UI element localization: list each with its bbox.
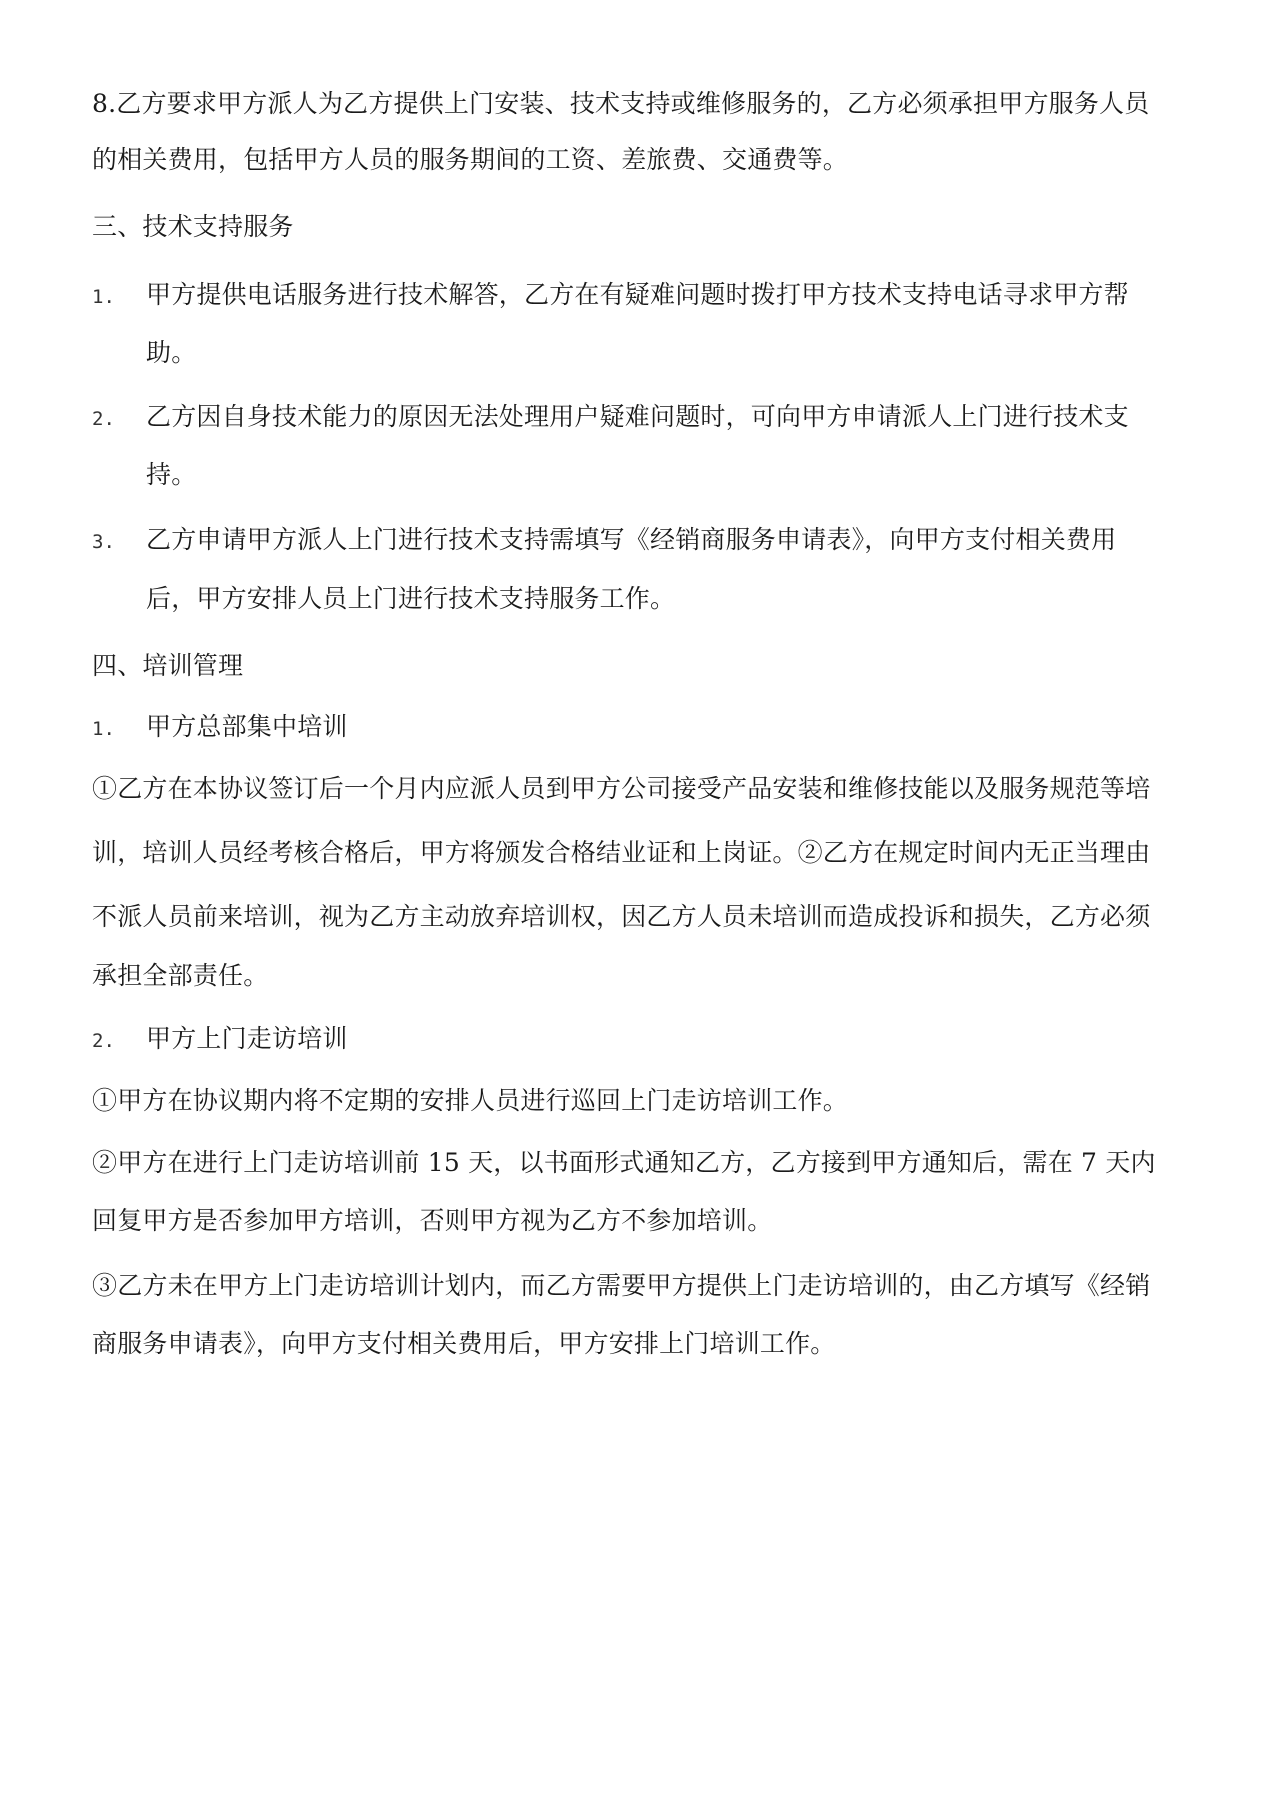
training-1-line-4: 承担全部责任。 — [92, 961, 269, 990]
list-number: 1. — [92, 718, 115, 740]
list-number: 2. — [92, 408, 115, 430]
training-2-line-4: ③乙方未在甲方上门走访培训计划内，而乙方需要甲方提供上门走访培训的，由乙方填写《经销 — [92, 1271, 1151, 1300]
list-number: 2. — [92, 1030, 115, 1052]
section-heading-tech-support: 三、技术支持服务 — [92, 212, 294, 241]
paragraph-8-line-1: 8.乙方要求甲方派人为乙方提供上门安装、技术支持或维修服务的，乙方必须承担甲方服务人员 — [92, 89, 1150, 118]
section-heading-training: 四、培训管理 — [92, 651, 244, 680]
training-1-line-2: 训，培训人员经考核合格后，甲方将颁发合格结业证和上岗证。②乙方在规定时间内无正当理由 — [92, 838, 1151, 867]
training-2-line-1: ①甲方在协议期内将不定期的安排人员进行巡回上门走访培训工作。 — [92, 1086, 849, 1115]
tech-item-3-line-2: 后，甲方安排人员上门进行技术支持服务工作。 — [146, 584, 676, 613]
tech-item-1-line-1: 甲方提供电话服务进行技术解答，乙方在有疑难问题时拨打甲方技术支持电话寻求甲方帮 — [146, 280, 1129, 309]
training-2-line-5: 商服务申请表》，向甲方支付相关费用后，甲方安排上门培训工作。 — [92, 1329, 836, 1358]
training-1-line-3: 不派人员前来培训，视为乙方主动放弃培训权，因乙方人员未培训而造成投诉和损失，乙方必须 — [92, 902, 1151, 931]
list-number: 1. — [92, 286, 115, 308]
tech-item-1-line-2: 助。 — [146, 338, 197, 367]
training-item-1-title: 甲方总部集中培训 — [146, 712, 348, 741]
paragraph-8-line-2: 的相关费用，包括甲方人员的服务期间的工资、差旅费、交通费等。 — [92, 145, 849, 174]
training-1-line-1: ①乙方在本协议签订后一个月内应派人员到甲方公司接受产品安装和维修技能以及服务规范等培 — [92, 774, 1151, 803]
training-2-line-2: ②甲方在进行上门走访培训前 15 天，以书面形式通知乙方，乙方接到甲方通知后，需在 7 天内 — [92, 1148, 1156, 1177]
training-item-2-title: 甲方上门走访培训 — [146, 1024, 348, 1053]
list-number: 3. — [92, 531, 115, 553]
tech-item-2-line-1: 乙方因自身技术能力的原因无法处理用户疑难问题时，可向甲方申请派人上门进行技术支 — [146, 402, 1129, 431]
tech-item-3-line-1: 乙方申请甲方派人上门进行技术支持需填写《经销商服务申请表》，向甲方支付相关费用 — [146, 525, 1117, 554]
training-2-line-3: 回复甲方是否参加甲方培训，否则甲方视为乙方不参加培训。 — [92, 1206, 773, 1235]
tech-item-2-line-2: 持。 — [146, 460, 197, 489]
